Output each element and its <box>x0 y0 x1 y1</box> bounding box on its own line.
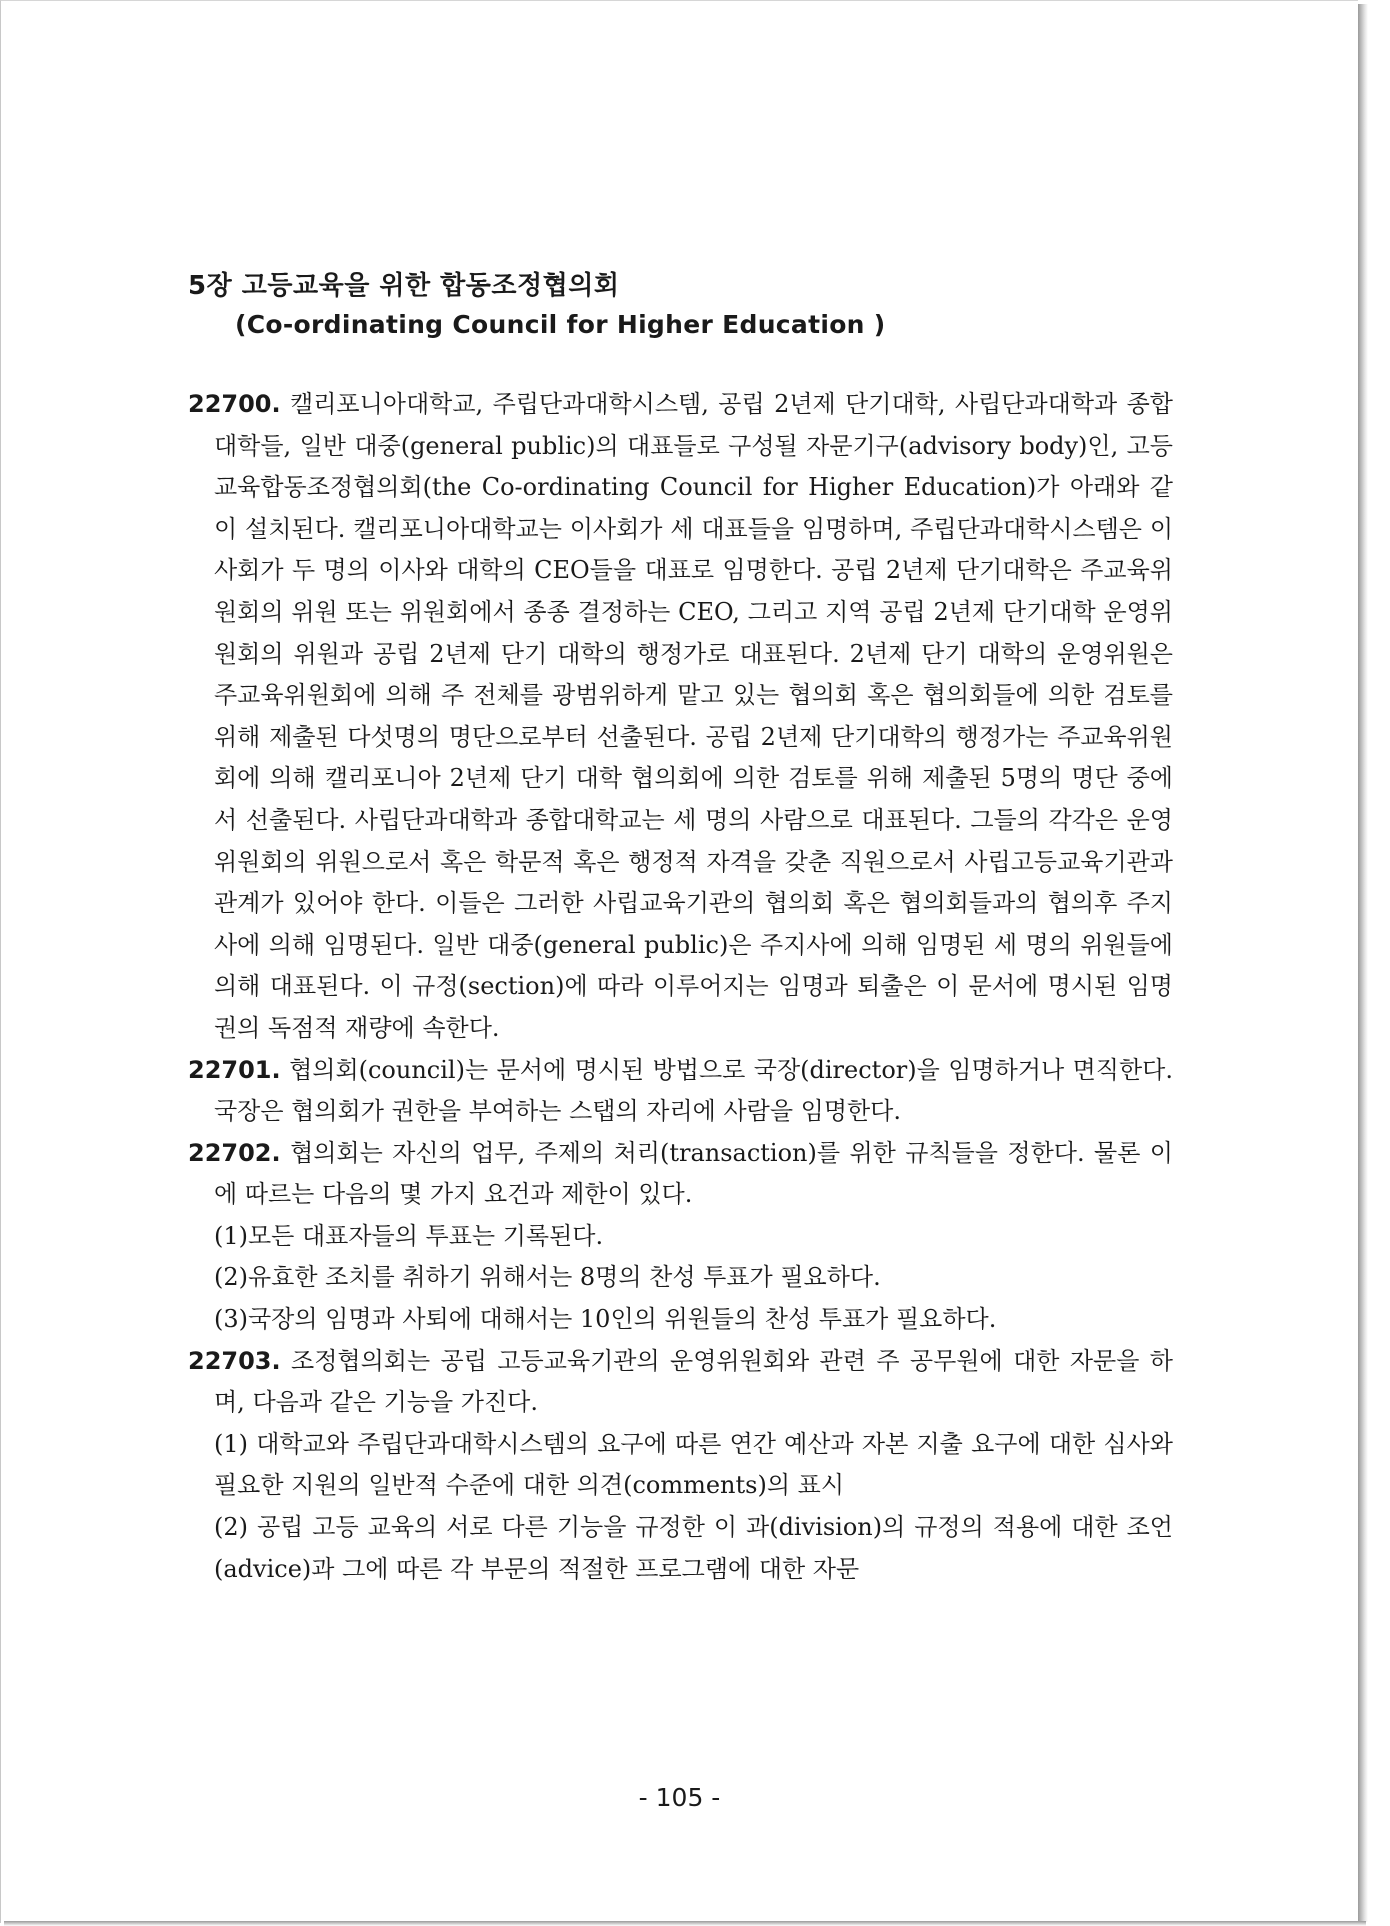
section-paragraph <box>188 1341 1173 1424</box>
section-paragraph <box>188 384 1173 1050</box>
list-item: (2)유효한 조치를 취하기 위해서는 8명의 찬성 투표가 필요하다. <box>214 1263 881 1292</box>
section-22702 <box>188 1133 1173 1341</box>
document-body <box>188 384 1173 1590</box>
page-shadow <box>4 1921 1366 1926</box>
chapter-heading: 5장 고등교육을 위한 합동조정협의회 <box>188 271 620 301</box>
page-number: - 105 - <box>638 1783 721 1812</box>
section-paragraph <box>188 1050 1173 1133</box>
section-number: 22702. <box>188 1138 281 1167</box>
section-text: 협의회(council)는 문서에 명시된 방법으로 국장(director)을 임명하거나 면직한다. 국장은 협의회가 권한을 부여하는 스탭의 자리에 사람을 임명한다. <box>214 1055 1173 1126</box>
page-shadow <box>1358 4 1368 1922</box>
section-text: 캘리포니아대학교, 주립단과대학시스템, 공립 2년제 단기대학, 사립단과대학과 종합대학들, 일반 대중(general public)의 대표들로 구성될 자문기구(advisory body)인, 고등교육합동조정협의회(the Co-ordinating Council for Higher Education)가 아래와 같이 설치된다. 캘리포니아대학교는 이사회가 세 대표들을 임명하며, 주립단과대학시스템은 이사회가 두 명의 이사와 대학의 CEO들을 대표로 임명한다. 공립 2년제 단기대학은 주교육위원회의 위원 또는 위원회에서 종종 결정하는 CEO, 그리고 지역 공립 2년제 단기대학 운영위원회의 위원과 공립 2년제 단기 대학의 행정가로 대표된다. 2년제 단기 대학의 운영위원은 주교육위원회에 의해 주 전체를 광범위하게 맡고 있는 협의회 혹은 협의회들에 의한 검토를 위해 제출된 다섯명의 명단으로부터 선출된다. 공립 2년제 단기대학의 행정가는 주교육위원회에 의해 캘리포니아 2년제 단기 대학 협의회에 의한 검토를 위해 제출된 5명의 명단 중에서 선출된다. 사립단과대학과 종합대학교는 세 명의 사람으로 대표된다. 그들의 각각은 운영위원회의 위원으로서 혹은 학문적 혹은 행정적 자격을 갖춘 직원으로서 사립고등교육기관과 관계가 있어야 한다. 이들은 그러한 사립교육기관의 협의회 혹은 협의회들과의 협의후 주지사에 의해 임명된다. 일반 대중(general public)은 주지사에 의해 임명된 세 명의 위원들에 의해 대표된다. 이 규정(section)에 따라 이루어지는 임명과 퇴출은 이 문서에 명시된 임명권의 독점적 재량에 속한다. <box>214 390 1173 1042</box>
section-number: 22701. <box>188 1055 281 1084</box>
list-item: (1)모든 대표자들의 투표는 기록된다. <box>214 1221 604 1250</box>
section-text: 조정협의회는 공립 고등교육기관의 운영위원회와 관련 주 공무원에 대한 자문을 하며, 다음과 같은 기능을 가진다. <box>214 1346 1173 1417</box>
section-22701 <box>188 1050 1173 1133</box>
section-number: 22703. <box>188 1346 281 1375</box>
section-22703 <box>188 1341 1173 1591</box>
section-number: 22700. <box>188 390 281 418</box>
list-item: (3)국장의 임명과 사퇴에 대해서는 10인의 위원들의 찬성 투표가 필요하다. <box>214 1305 997 1334</box>
list-item: (1) 대학교와 주립단과대학시스템의 요구에 따른 연간 예산과 자본 지출 요구에 대한 심사와 필요한 지원의 일반적 수준에 대한 의견(comments)의 표시 <box>214 1429 1173 1500</box>
section-22700 <box>188 384 1173 1050</box>
section-text: 협의회는 자신의 업무, 주제의 처리(transaction)를 위한 규칙들을 정한다. 물론 이에 따르는 다음의 몇 가지 요건과 제한이 있다. <box>214 1138 1173 1209</box>
list-item: (2) 공립 고등 교육의 서로 다른 기능을 규정한 이 과(division)의 규정의 적용에 대한 조언(advice)과 그에 따른 각 부문의 적절한 프로그램에 대한 자문 <box>214 1513 1173 1583</box>
chapter-subheading: (Co-ordinating Council for Higher Education ) <box>235 310 886 339</box>
section-paragraph <box>188 1133 1173 1216</box>
